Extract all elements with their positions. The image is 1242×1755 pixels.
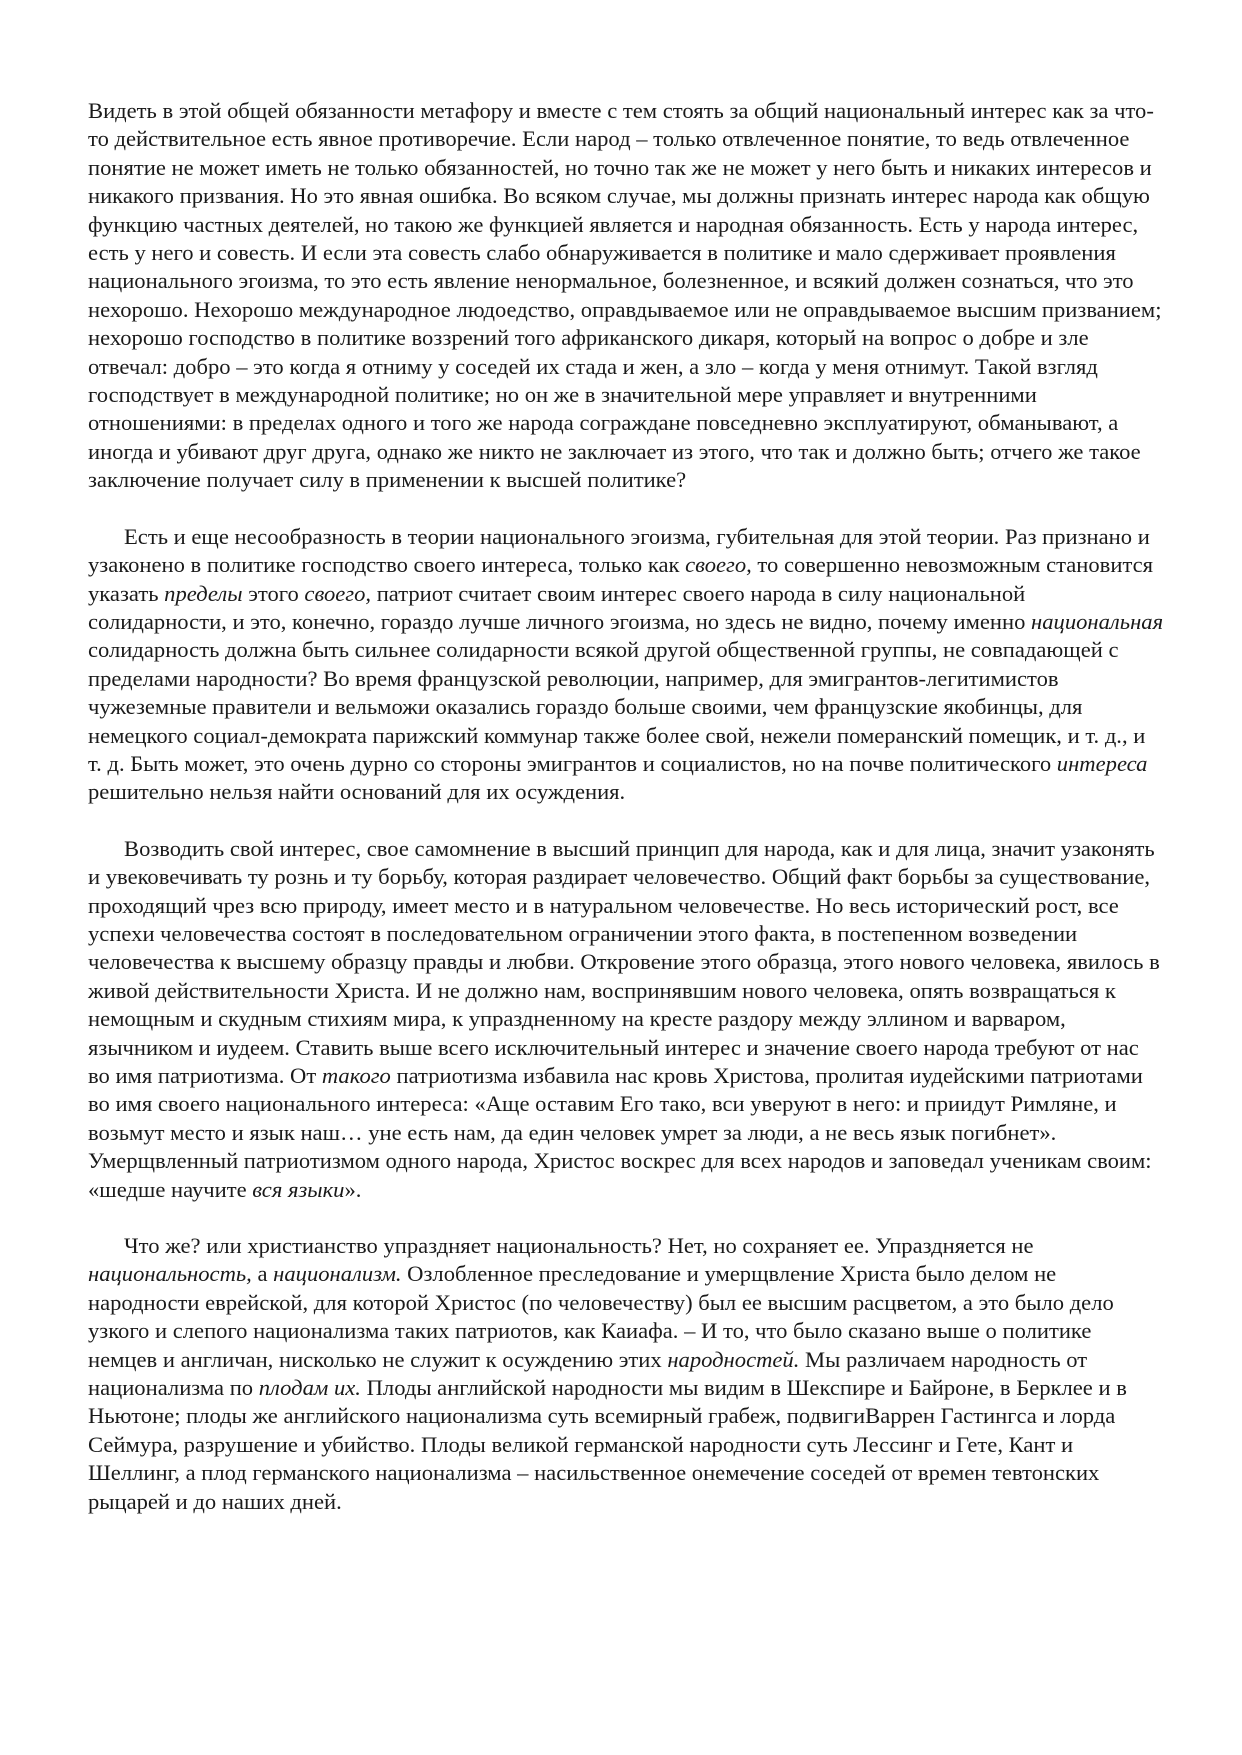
paragraph-4 (88, 1232, 1164, 1516)
italic-text: национальная (1031, 608, 1164, 634)
text-segment: Мы различаем народность от национализма по (88, 1346, 1088, 1401)
text-segment: Видеть в этой общей обязанности метафору и вместе с тем стоять за общий национальный интерес как за что-то действительное есть явное противоречие. Если народ – только отвлеченное понятие, то ведь отвлеченное понятие не может иметь не только обязанностей, но точно так же не может у него быть и никаких интересов и никакого призвания. Но это явная ошибка. Во всяком случае, мы должны признать интерес народа как общую функцию частных деятелей, но такою же функцией является и народная обязанность. Есть у народа интерес, есть у него и совесть. И если эта совесть слабо обнаруживается в политике и мало сдерживает проявления национального эгоизма, то это есть явление ненормальное, болезненное, и всякий должен сознаться, что это нехорошо. Нехорошо международное людоедство, оправдываемое или не оправдываемое высшим призванием; нехорошо господство в политике воззрений того африканского дикаря, который на вопрос о добре и зле отвечал: добро – это когда я отниму у соседей их стада и жен, а зло – когда у меня отнимут. Такой взгляд господствует в международной политике; но он же в значительной мере управляет и внутренними отношениями: в пределах одного и того же народа сограждане повседневно эксплуатируют, обманывают, а иногда и убивают друг друга, однако же никто не заключает из этого, что так и должно быть; отчего же такое заключение получает силу в применении к высшей политике? (88, 98, 1162, 493)
text-segment: Возводить свой интерес, свое самомнение в высший принцип для народа, как и для лица, значит узаконять и увековечивать ту рознь и ту борьбу, которая раздирает человечество. Общий факт борьбы за существование, проходящий чрез всю природу, имеет место и в натуральном человечестве. Но весь исторический рост, все успехи человечества состоят в последовательном ограничении этого факта, в постепенном возведении человечества к высшему образцу правды и любви. Откровение этого образца, этого нового человека, явилось в живой действительности Христа. И не должно нам, воспринявшим нового человека, опять возвращаться к немощным и скудным стихиям мира, к упраздненному на кресте раздору между эллином и варваром, язычником и иудеем. Ставить выше всего исключительный интерес и значение своего народа требуют от нас во имя патриотизма. От (88, 835, 1160, 1088)
italic-text: плодам их. (258, 1375, 361, 1401)
italic-text: национализм. (273, 1261, 402, 1287)
italic-text: народностей. (667, 1346, 800, 1372)
paragraph-1 (88, 97, 1164, 495)
text-segment: солидарность должна быть сильнее солидарности всякой другой общественной группы, не совпадающей с пределами народности? Во время французской революции, например, для эмигрантов-легитимистов чужеземные правители и вельможи оказались гораздо больше своими, чем французские якобинцы, для немецкого социал-демократа парижский коммунар также более свой, нежели померанский помещик, и т. д., и т. д. Быть может, это очень дурно со стороны эмигрантов и социалистов, но на почве политического (88, 637, 1146, 776)
italic-text: национальность, (88, 1261, 252, 1287)
text-segment: а (251, 1261, 274, 1287)
text-segment: решительно нельзя найти оснований для их осуждения. (88, 779, 626, 805)
text-segment: Есть и еще несообразность в теории национального эгоизма, губительная для этой теории. Раз признано и узаконено в политике господство своего интереса, только как (88, 523, 1150, 578)
text-segment: ». (344, 1176, 362, 1202)
italic-text: интереса (1056, 750, 1148, 776)
text-segment: патриотизма избавила нас кровь Христова, пролитая иудейскими патриотами во имя своего национального интереса: «Аще оставим Его тако, вси уверуют в него: и приидут Римляне, и возьмут место и язык наш… уне есть нам, да един человек умрет за люди, а не весь язык погибнет». Умерщвленный патриотизмом одного народа, Христос воскрес для всех народов и заповедал ученикам своим: «шедше научите (88, 1063, 1152, 1202)
text-segment: Что же? или христианство упраздняет национальность? Нет, но сохраняет ее. Упраздняется не (124, 1233, 1034, 1259)
paragraph-2 (88, 523, 1164, 807)
text-segment: Плоды английской народности мы видим в Шекспире и Байроне, в Берклее и в Ньютоне; плоды же английского национализма суть всемирный грабеж, подвигиВаррен Гастингса и лорда Сеймура, разрушение и убийство. Плоды великой германской народности суть Лессинг и Гете, Кант и Шеллинг, а плод германского национализма – насильственное онемечение соседей от времен тевтонских рыцарей и до наших дней. (88, 1375, 1127, 1514)
italic-text: такого (321, 1063, 391, 1088)
text-segment: Озлобленное преследование и умерщвление Христа было делом не народности еврейской, для которой Христос (по человечеству) был ее высшим расцветом, а это было дело узкого и слепого национализма таких патриотов, как Каиафа. – И то, что было сказано выше о политике немцев и англичан, нисколько не служит к осуждению этих (88, 1261, 1114, 1372)
italic-text: своего, (304, 580, 372, 606)
italic-text: пределы (164, 580, 243, 606)
text-segment: патриот считает своим интерес своего народа в силу национальной солидарности, и это, конечно, гораздо лучше личного эгоизма, но здесь не видно, почему именно (88, 580, 1032, 634)
italic-text: вся языки (252, 1176, 345, 1202)
text-segment: этого (242, 580, 305, 606)
paragraph-3 (88, 835, 1164, 1204)
italic-text: своего, (685, 552, 752, 578)
text-segment: то совершенно невозможным становится указать (88, 552, 1154, 606)
document-page (88, 97, 1164, 1544)
